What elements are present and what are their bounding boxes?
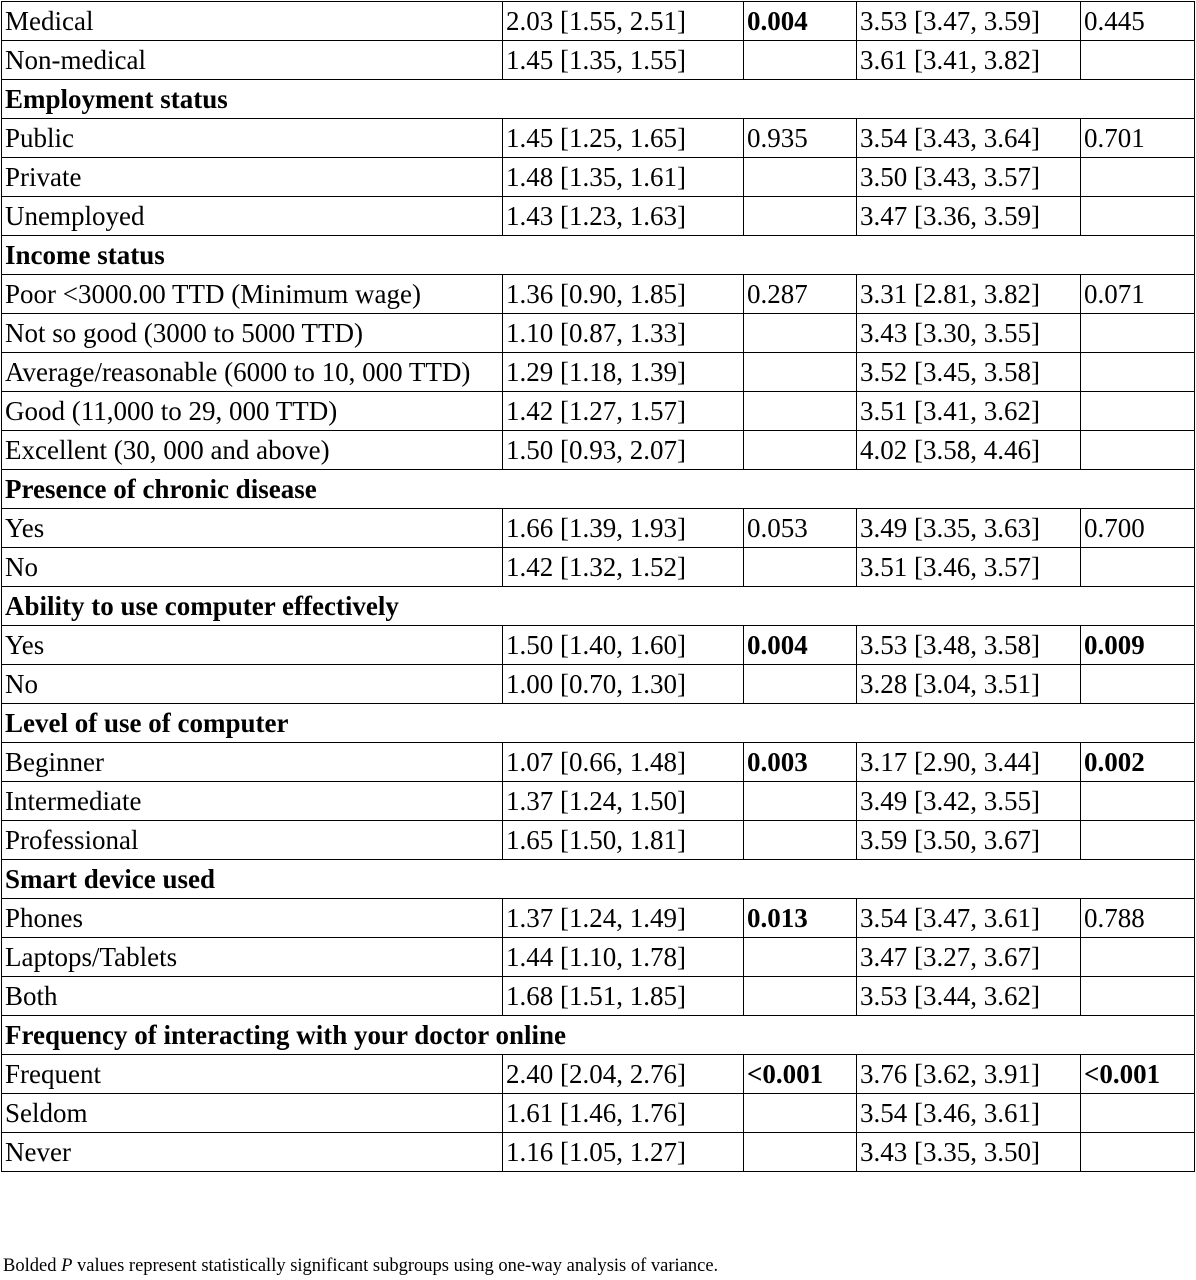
value-cell-2: 3.59 [3.50, 3.67] — [857, 821, 1081, 860]
value-cell-1: 1.36 [0.90, 1.85] — [503, 275, 744, 314]
value-cell-2: 3.43 [3.35, 3.50] — [857, 1133, 1081, 1172]
value-cell-1: 2.40 [2.04, 2.76] — [503, 1055, 744, 1094]
row-label-cell: Professional — [2, 821, 503, 860]
results-table — [1, 1, 1195, 1172]
p-value-cell-1 — [744, 938, 857, 977]
value-cell-1: 1.10 [0.87, 1.33] — [503, 314, 744, 353]
row-label-cell: Laptops/Tablets — [2, 938, 503, 977]
value-cell-2: 3.52 [3.45, 3.58] — [857, 353, 1081, 392]
value-cell-1: 1.44 [1.10, 1.78] — [503, 938, 744, 977]
row-label-cell: Seldom — [2, 1094, 503, 1133]
table-row — [2, 1094, 1195, 1133]
row-label-cell: Private — [2, 158, 503, 197]
row-label-cell: Yes — [2, 626, 503, 665]
p-value-cell-1: <0.001 — [744, 1055, 857, 1094]
value-cell-1: 1.50 [1.40, 1.60] — [503, 626, 744, 665]
p-value-cell-2: 0.700 — [1081, 509, 1195, 548]
p-value-cell-1: 0.935 — [744, 119, 857, 158]
value-cell-2: 3.54 [3.43, 3.64] — [857, 119, 1081, 158]
table-row — [2, 821, 1195, 860]
value-cell-1: 1.29 [1.18, 1.39] — [503, 353, 744, 392]
p-value-cell-2 — [1081, 197, 1195, 236]
value-cell-1: 1.07 [0.66, 1.48] — [503, 743, 744, 782]
row-label-cell: Poor <3000.00 TTD (Minimum wage) — [2, 275, 503, 314]
value-cell-2: 3.54 [3.47, 3.61] — [857, 899, 1081, 938]
value-cell-1: 1.42 [1.32, 1.52] — [503, 548, 744, 587]
p-value-cell-2 — [1081, 548, 1195, 587]
p-value-cell-1 — [744, 158, 857, 197]
row-label-cell: Both — [2, 977, 503, 1016]
row-label-cell: Public — [2, 119, 503, 158]
table-row — [2, 41, 1195, 80]
value-cell-2: 3.47 [3.36, 3.59] — [857, 197, 1081, 236]
value-cell-1: 1.37 [1.24, 1.49] — [503, 899, 744, 938]
table-row — [2, 431, 1195, 470]
value-cell-1: 1.43 [1.23, 1.63] — [503, 197, 744, 236]
table-row — [2, 977, 1195, 1016]
value-cell-1: 1.45 [1.35, 1.55] — [503, 41, 744, 80]
row-label-cell: Beginner — [2, 743, 503, 782]
value-cell-2: 3.49 [3.35, 3.63] — [857, 509, 1081, 548]
p-value-cell-2 — [1081, 41, 1195, 80]
section-header: Ability to use computer effectively — [2, 587, 1195, 626]
row-label-cell: No — [2, 548, 503, 587]
row-label-cell: Not so good (3000 to 5000 TTD) — [2, 314, 503, 353]
p-value-cell-2 — [1081, 821, 1195, 860]
p-value-cell-2 — [1081, 782, 1195, 821]
p-value-cell-2 — [1081, 1094, 1195, 1133]
p-value-cell-1 — [744, 353, 857, 392]
table-footnote — [3, 1255, 718, 1277]
p-value-cell-2: <0.001 — [1081, 1055, 1195, 1094]
table-row — [2, 509, 1195, 548]
value-cell-1: 1.65 [1.50, 1.81] — [503, 821, 744, 860]
section-header-row — [2, 860, 1195, 899]
value-cell-1: 1.45 [1.25, 1.65] — [503, 119, 744, 158]
table-row — [2, 197, 1195, 236]
p-value-cell-1 — [744, 782, 857, 821]
value-cell-1: 1.66 [1.39, 1.93] — [503, 509, 744, 548]
value-cell-2: 3.76 [3.62, 3.91] — [857, 1055, 1081, 1094]
value-cell-2: 3.53 [3.44, 3.62] — [857, 977, 1081, 1016]
value-cell-1: 1.61 [1.46, 1.76] — [503, 1094, 744, 1133]
section-header: Employment status — [2, 80, 1195, 119]
p-value-cell-1: 0.004 — [744, 626, 857, 665]
footnote-suffix: values represent statistically significant subgroups using one-way analysis of variance. — [72, 1256, 719, 1276]
value-cell-1: 2.03 [1.55, 2.51] — [503, 2, 744, 41]
row-label-cell: Unemployed — [2, 197, 503, 236]
value-cell-1: 1.48 [1.35, 1.61] — [503, 158, 744, 197]
p-value-cell-1: 0.003 — [744, 743, 857, 782]
p-value-cell-2 — [1081, 938, 1195, 977]
table-row — [2, 899, 1195, 938]
p-value-cell-1 — [744, 41, 857, 80]
row-label-cell: Never — [2, 1133, 503, 1172]
value-cell-2: 3.53 [3.48, 3.58] — [857, 626, 1081, 665]
value-cell-2: 3.31 [2.81, 3.82] — [857, 275, 1081, 314]
p-value-cell-2: 0.701 — [1081, 119, 1195, 158]
value-cell-2: 3.17 [2.90, 3.44] — [857, 743, 1081, 782]
row-label-cell: Yes — [2, 509, 503, 548]
value-cell-2: 3.51 [3.46, 3.57] — [857, 548, 1081, 587]
value-cell-2: 3.28 [3.04, 3.51] — [857, 665, 1081, 704]
table-row — [2, 119, 1195, 158]
row-label-cell: Medical — [2, 2, 503, 41]
p-value-cell-2: 0.071 — [1081, 275, 1195, 314]
p-value-cell-1 — [744, 821, 857, 860]
footnote-italic-p: P — [61, 1256, 73, 1276]
section-header: Smart device used — [2, 860, 1195, 899]
value-cell-1: 1.68 [1.51, 1.85] — [503, 977, 744, 1016]
table-row — [2, 1133, 1195, 1172]
table-row — [2, 275, 1195, 314]
table-row — [2, 314, 1195, 353]
section-header: Income status — [2, 236, 1195, 275]
row-label-cell: Frequent — [2, 1055, 503, 1094]
row-label-cell: Good (11,000 to 29, 000 TTD) — [2, 392, 503, 431]
value-cell-1: 1.42 [1.27, 1.57] — [503, 392, 744, 431]
p-value-cell-2 — [1081, 314, 1195, 353]
value-cell-1: 1.50 [0.93, 2.07] — [503, 431, 744, 470]
value-cell-2: 4.02 [3.58, 4.46] — [857, 431, 1081, 470]
table-row — [2, 743, 1195, 782]
p-value-cell-2 — [1081, 431, 1195, 470]
section-header-row — [2, 236, 1195, 275]
section-header-row — [2, 1016, 1195, 1055]
section-header: Level of use of computer — [2, 704, 1195, 743]
table-row — [2, 2, 1195, 41]
p-value-cell-2 — [1081, 158, 1195, 197]
p-value-cell-1 — [744, 314, 857, 353]
p-value-cell-1: 0.004 — [744, 2, 857, 41]
p-value-cell-2: 0.009 — [1081, 626, 1195, 665]
p-value-cell-2 — [1081, 665, 1195, 704]
value-cell-2: 3.53 [3.47, 3.59] — [857, 2, 1081, 41]
table-row — [2, 782, 1195, 821]
section-header-row — [2, 80, 1195, 119]
row-label-cell: Excellent (30, 000 and above) — [2, 431, 503, 470]
value-cell-2: 3.47 [3.27, 3.67] — [857, 938, 1081, 977]
p-value-cell-2 — [1081, 977, 1195, 1016]
table-row — [2, 548, 1195, 587]
p-value-cell-2 — [1081, 1133, 1195, 1172]
row-label-cell: Phones — [2, 899, 503, 938]
p-value-cell-2 — [1081, 392, 1195, 431]
p-value-cell-2 — [1081, 353, 1195, 392]
p-value-cell-1 — [744, 1094, 857, 1133]
table-row — [2, 938, 1195, 977]
p-value-cell-2: 0.788 — [1081, 899, 1195, 938]
p-value-cell-1 — [744, 1133, 857, 1172]
p-value-cell-1: 0.053 — [744, 509, 857, 548]
p-value-cell-1 — [744, 977, 857, 1016]
value-cell-1: 1.37 [1.24, 1.50] — [503, 782, 744, 821]
row-label-cell: Intermediate — [2, 782, 503, 821]
value-cell-1: 1.00 [0.70, 1.30] — [503, 665, 744, 704]
value-cell-2: 3.51 [3.41, 3.62] — [857, 392, 1081, 431]
p-value-cell-1 — [744, 392, 857, 431]
p-value-cell-1: 0.013 — [744, 899, 857, 938]
value-cell-2: 3.49 [3.42, 3.55] — [857, 782, 1081, 821]
row-label-cell: Average/reasonable (6000 to 10, 000 TTD) — [2, 353, 503, 392]
table-row — [2, 158, 1195, 197]
p-value-cell-1 — [744, 548, 857, 587]
footnote-prefix: Bolded — [3, 1256, 62, 1276]
p-value-cell-2: 0.445 — [1081, 2, 1195, 41]
p-value-cell-1 — [744, 665, 857, 704]
section-header-row — [2, 704, 1195, 743]
p-value-cell-1 — [744, 431, 857, 470]
row-label-cell: Non-medical — [2, 41, 503, 80]
p-value-cell-1: 0.287 — [744, 275, 857, 314]
table-row — [2, 353, 1195, 392]
p-value-cell-1 — [744, 197, 857, 236]
value-cell-2: 3.61 [3.41, 3.82] — [857, 41, 1081, 80]
section-header: Presence of chronic disease — [2, 470, 1195, 509]
section-header-row — [2, 587, 1195, 626]
table-row — [2, 392, 1195, 431]
p-value-cell-2: 0.002 — [1081, 743, 1195, 782]
table-row — [2, 665, 1195, 704]
value-cell-2: 3.54 [3.46, 3.61] — [857, 1094, 1081, 1133]
table-row — [2, 626, 1195, 665]
section-header-row — [2, 470, 1195, 509]
value-cell-2: 3.43 [3.30, 3.55] — [857, 314, 1081, 353]
value-cell-2: 3.50 [3.43, 3.57] — [857, 158, 1081, 197]
section-header: Frequency of interacting with your doctor online — [2, 1016, 1195, 1055]
value-cell-1: 1.16 [1.05, 1.27] — [503, 1133, 744, 1172]
table-row — [2, 1055, 1195, 1094]
table-body — [2, 2, 1195, 1172]
row-label-cell: No — [2, 665, 503, 704]
